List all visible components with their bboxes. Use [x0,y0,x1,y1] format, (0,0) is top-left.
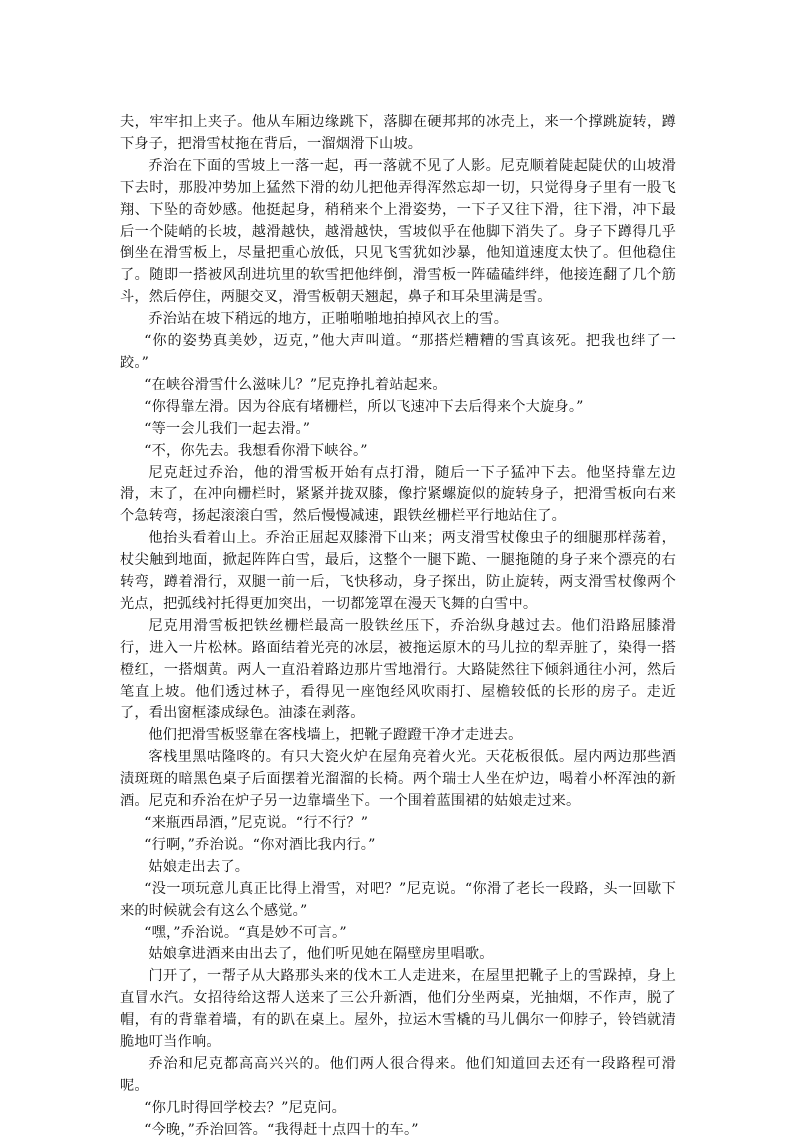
paragraph: 乔治在下面的雪坡上一落一起，再一落就不见了人影。尼克顺着陡起陡伏的山坡滑下去时，那股冲势加上猛然下滑的幼儿把他弄得浑然忘却一切，只觉得身子里有一股飞翔、下坠的奇妙感。他挺起身，稍稍来个上滑姿势，一下子又往下滑，往下滑，冲下最后一个陡峭的长坡，越滑越快，越滑越快，雪坡似乎在他脚下消失了。身子下蹲得几乎倒坐在滑雪板上，尽量把重心放低，只见飞雪犹如沙暴，他知道速度太快了。但他稳住了。随即一搭被风刮进坑里的软雪把他绊倒，滑雪板一阵磕磕绊绊，他接连翻了几个筋斗，然后停住，两腿交叉，滑雪板朝天翘起，鼻子和耳朵里满是雪。 [120,157,676,306]
paragraph: 乔治站在坡下稍远的地方，正啪啪啪地拍掉风衣上的雪。 [148,311,509,328]
dialog-line: “没一项玩意儿真正比得上滑雪，对吧？”尼克说。“你滑了老长一段路，头一回歇下来的时候就会有这么个感觉。” [120,880,676,919]
paragraph: 门开了，一帮子从大路那头来的伐木工人走进来，在屋里把靴子上的雪跺掉，身上直冒水汽。女招待给这帮人送来了三公升新酒，他们分坐两桌，光抽烟，不作声，脱了帽，有的背靠着墙，有的趴在桌上。屋外，拉运木雪橇的马儿偶尔一仰脖子，铃铛就清脆地叮当作响。 [120,968,676,1051]
dialog-line: “嘿，”乔治说。“真是妙不可言。” [144,924,347,941]
paragraph: 尼克用滑雪板把铁丝栅栏最高一股铁丝压下，乔治纵身越过去。他们沿路屈膝滑行，进入一片松林。路面结着光亮的冰层，被拖运原木的马儿拉的犁弄脏了，染得一搭橙红，一搭烟黄。两人一直沿着路边那片雪地滑行。大路陡然往下倾斜通往小河，然后笔直上坡。他们透过林子，看得见一座饱经风吹雨打、屋檐较低的长形的房子。走近了，看出窗框漆成绿色。油漆在剥落。 [120,617,676,722]
dialog-line: “今晚，”乔治回答。“我得赶十点四十的车。” [144,1121,419,1138]
paragraph: 他们把滑雪板竖靠在客栈墙上，把靴子蹬蹬干净才走进去。 [148,727,523,744]
paragraph: 夫，牢牢扣上夹子。他从车厢边缘跳下，落脚在硬邦邦的冰壳上，来一个撑跳旋转，蹲下身子，把滑雪杖拖在背后，一溜烟滑下山坡。 [120,114,676,152]
paragraph: 姑娘拿进酒来由出去了，他们听见她在隔壁房里唱歌。 [148,946,494,963]
dialog-line: “你几时得回学校去？”尼克问。 [144,1099,347,1116]
dialog-line: “行啊，”乔治说。“你对酒比我内行。” [144,836,376,853]
paragraph: 乔治和尼克都高高兴兴的。他们两人很合得来。他们知道回去还有一段路程可滑呢。 [120,1055,676,1094]
dialog-line: “你的姿势真美妙，迈克，”他大声叫道。“那搭烂糟糟的雪真该死。把我也绊了一跤。” [120,333,676,371]
paragraph: 姑娘走出去了。 [148,858,250,875]
story-text [120,112,676,1142]
dialog-line: “来瓶西昂酒，”尼克说。“行不行？” [144,815,369,831]
dialog-line: “在峡谷滑雪什么滋味儿？”尼克挣扎着站起来。 [144,376,447,393]
dialog-line: “不，你先去。我想看你滑下峡谷。” [144,442,368,459]
paragraph: 客栈里黑咕隆咚的。有只大瓷火炉在屋角亮着火光。天花板很低。屋内两边那些酒渍斑斑的暗黑色桌子后面摆着光溜溜的长椅。两个瑞士人坐在炉边，喝着小杯浑浊的新酒。尼克和乔治在炉子另一边靠墙坐下。一个围着蓝围裙的姑娘走过来。 [120,749,676,810]
dialog-line: “等一会儿我们一起去滑。” [144,420,311,437]
dialog-line: “你得靠左滑。因为谷底有堵栅栏，所以飞速冲下去后得来个大旋身。” [144,398,584,415]
paragraph: 尼克赶过乔治，他的滑雪板开始有点打滑，随后一下子猛冲下去。他坚持靠左边滑，末了，在冲向栅栏时，紧紧并拢双膝，像拧紧螺旋似的旋转身子，把滑雪板向右来个急转弯，扬起滚滚白雪，然后慢慢减速，跟铁丝栅栏平行地站住了。 [120,464,676,525]
paragraph: 他抬头看着山上。乔治正屈起双膝滑下山来；两支滑雪杖像虫子的细腿那样荡着，杖尖触到地面，掀起阵阵白雪，最后，这整个一腿下跪、一腿拖随的身子来个漂亮的右转弯，蹲着滑行，双腿一前一后，飞快移动，身子探出，防止旋转，两支滑雪杖像两个光点，把弧线衬托得更加突出，一切都笼罩在漫天飞舞的白雪中。 [120,530,676,612]
